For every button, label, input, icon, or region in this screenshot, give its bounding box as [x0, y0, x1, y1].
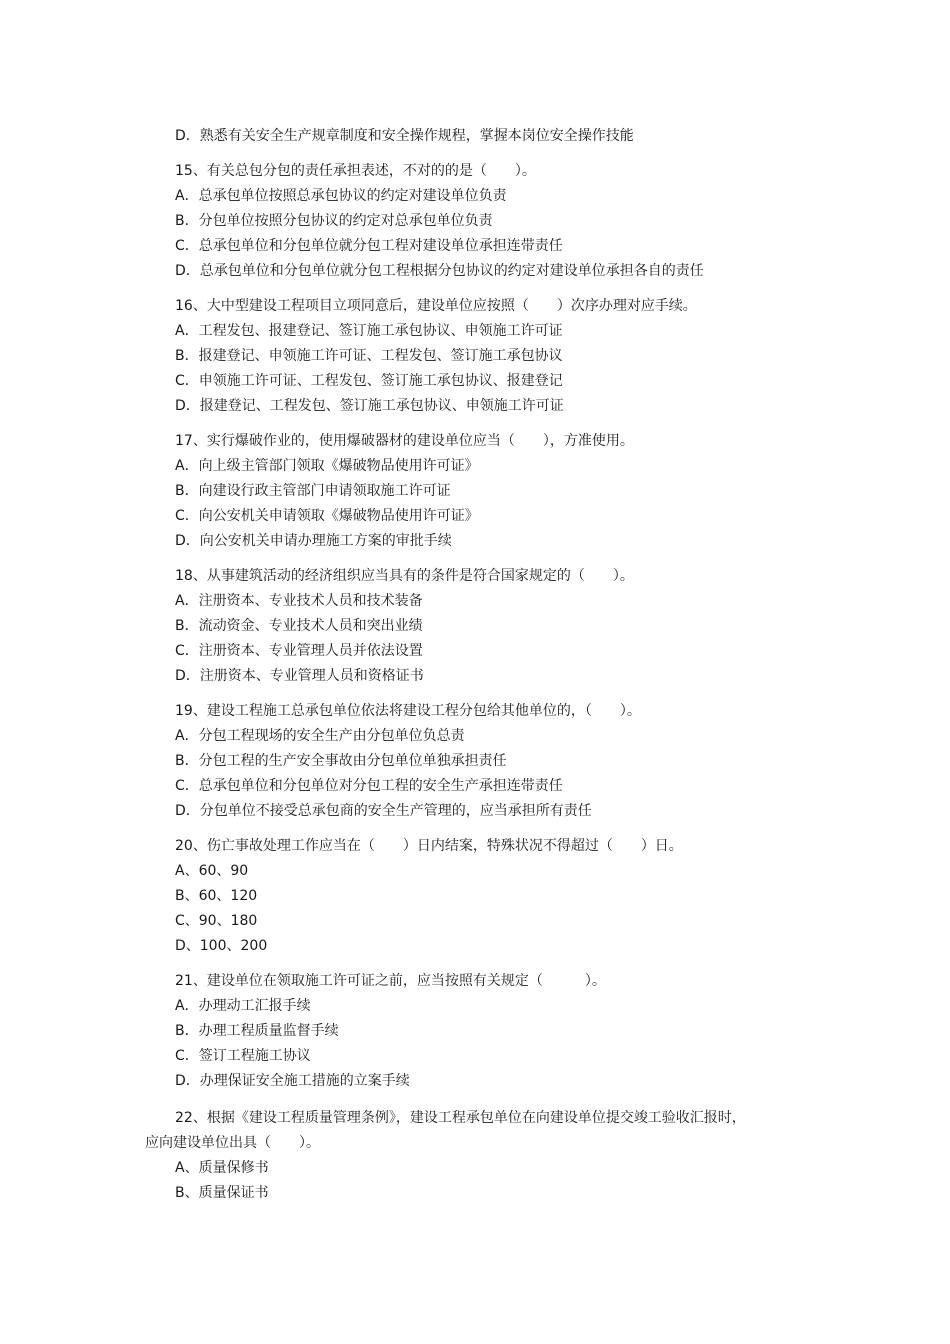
- option-line: D、100、200: [175, 938, 268, 954]
- option-line: B．流动资金、专业技术人员和突出业绩: [175, 618, 423, 634]
- option-line: C．总承包单位和分包单位就分包工程对建设单位承担连带责任: [175, 238, 563, 254]
- option-line: C．签订工程施工协议: [175, 1048, 311, 1064]
- option-line: B．报建登记、申领施工许可证、工程发包、签订施工承包协议: [175, 348, 563, 364]
- question-20: [175, 834, 815, 959]
- question-stem: 16、大中型建设工程项目立项同意后，建设单位应按照（ ）次序办理对应手续。: [175, 298, 697, 314]
- option-line: B．办理工程质量监督手续: [175, 1023, 339, 1039]
- question-stem: 17、实行爆破作业的，使用爆破器材的建设单位应当（ ），方准使用。: [175, 433, 634, 449]
- option-line: A．注册资本、专业技术人员和技术装备: [175, 593, 423, 609]
- option-line: A、质量保修书: [175, 1160, 269, 1176]
- question-21: [175, 969, 815, 1094]
- option-line: D．注册资本、专业管理人员和资格证书: [175, 668, 424, 684]
- option-line: D．办理保证安全施工措施的立案手续: [175, 1073, 410, 1089]
- option-line: A．分包工程现场的安全生产由分包单位负总责: [175, 728, 465, 744]
- option-line: B、质量保证书: [175, 1185, 269, 1201]
- question-15: [175, 159, 815, 284]
- question-stem: 19、建设工程施工总承包单位依法将建设工程分包给其他单位的，（ ）。: [175, 703, 641, 719]
- question-stem: 18、从事建筑活动的经济组织应当具有的条件是符合国家规定的（ ）。: [175, 568, 634, 584]
- question-stem: 22、根据《建设工程质量管理条例》，建设工程承包单位在向建设单位提交竣工验收汇报时，: [175, 1110, 746, 1126]
- option-line: D．总承包单位和分包单位就分包工程根据分包协议的约定对建设单位承担各自的责任: [175, 263, 704, 279]
- option-line: A、60、90: [175, 863, 249, 879]
- option-line: B．分包工程的生产安全事故由分包单位单独承担责任: [175, 753, 507, 769]
- option-line: A．向上级主管部门领取《爆破物品使用许可证》: [175, 458, 479, 474]
- question-16: [175, 294, 815, 419]
- option-line: C、90、180: [175, 913, 258, 929]
- option-line: A．总承包单位按照总承包协议的约定对建设单位负责: [175, 188, 507, 204]
- option-line: A．工程发包、报建登记、签订施工承包协议、申领施工许可证: [175, 323, 563, 339]
- option-line: B．分包单位按照分包协议的约定对总承包单位负责: [175, 213, 493, 229]
- question-stem: 15、有关总包分包的责任承担表述，不对的的是（ ）。: [175, 163, 536, 179]
- option-line: C．总承包单位和分包单位对分包工程的安全生产承担连带责任: [175, 778, 563, 794]
- question-17: [175, 429, 815, 554]
- option-line: B、60、120: [175, 888, 258, 904]
- question-19: [175, 699, 815, 824]
- option-line: D．报建登记、工程发包、签订施工承包协议、申领施工许可证: [175, 398, 564, 414]
- question-stem-continuation: 应向建设单位出具（ ）。: [145, 1135, 320, 1151]
- option-line: C．申领施工许可证、工程发包、签订施工承包协议、报建登记: [175, 373, 563, 389]
- question-22: [145, 1106, 815, 1206]
- question-stem: 21、建设单位在领取施工许可证之前，应当按照有关规定（ ）。: [175, 973, 606, 989]
- option-line: D．熟悉有关安全生产规章制度和安全操作规程，掌握本岗位安全操作技能: [175, 128, 634, 144]
- option-line: A．办理动工汇报手续: [175, 998, 311, 1014]
- option-line: C．注册资本、专业管理人员并依法设置: [175, 643, 423, 659]
- question-list: [175, 124, 815, 1094]
- option-line: C．向公安机关申请领取《爆破物品使用许可证》: [175, 508, 479, 524]
- option-line: B．向建设行政主管部门申请领取施工许可证: [175, 483, 451, 499]
- option-line: D．向公安机关申请办理施工方案的审批手续: [175, 533, 452, 549]
- option-line: D．分包单位不接受总承包商的安全生产管理的，应当承担所有责任: [175, 803, 592, 819]
- question-stem: 20、伤亡事故处理工作应当在（ ）日内结案，特殊状况不得超过（ ）日。: [175, 838, 683, 854]
- question-18: [175, 564, 815, 689]
